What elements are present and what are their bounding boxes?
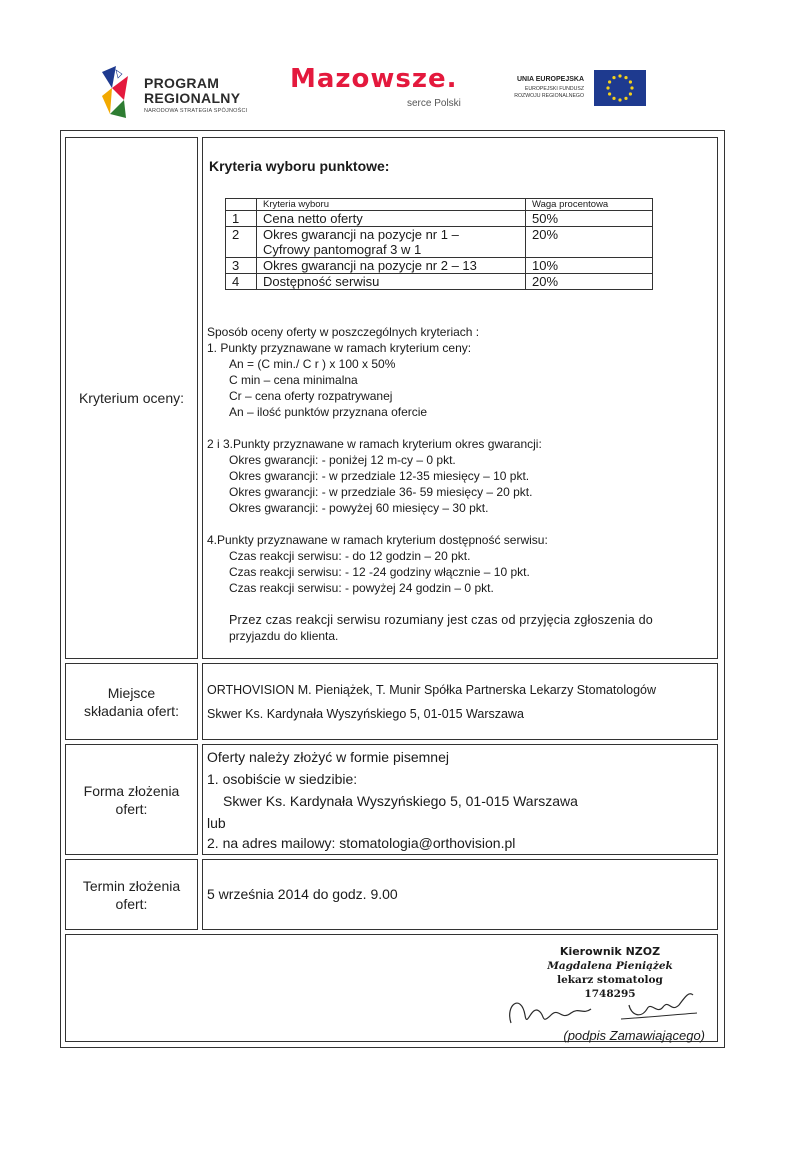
termin-label-line1: Termin złożenia [82,877,181,894]
table-cell: 10% [526,258,653,274]
mazowsze-subtitle: serce Polski [407,98,461,109]
miejsce-label-cell [65,663,198,740]
table-cell: Okres gwarancji na pozycje nr 2 – 13 [257,258,526,274]
table-row [226,258,653,274]
stamp-name: Magdalena Pieniążek [547,960,673,972]
miejsce-label-line1: Miejsce [107,684,156,701]
forma-label-line1: Forma złożenia [83,782,180,799]
eu-logo [490,70,660,110]
ocena-cena-cmin: C min – cena minimalna [229,373,358,387]
table-cell: Cena netto oferty [257,211,526,227]
ocena-intro: Sposób oceny oferty w poszczególnych kryteriach : [207,325,480,339]
miejsce-address: Skwer Ks. Kardynała Wyszyńskiego 5, 01-015 Warszawa [207,707,524,721]
miejsce-company: ORTHOVISION M. Pieniążek, T. Munir Spółka Partnerska Lekarzy Stomatologów [207,683,657,697]
mazowsze-logo [290,60,470,120]
mazowsze-wordmark: Mazowsze. [290,64,458,94]
table-row [226,227,653,243]
stamp-title: Kierownik NZOZ [559,945,661,958]
table-cell [226,199,257,211]
forma-label-cell [65,744,198,855]
forma-line-osobiscie: 1. osobiście w siedzibie: [207,771,358,787]
table-cell: 3 [226,258,257,274]
table-cell: 20% [526,227,653,243]
kryterium-content-cell [202,137,718,659]
ocena-cena-an: An – ilość punktów przyznana ofercie [229,405,428,419]
ocena-serwis-note: Przez czas reakcji serwisu rozumiany jest czas od przyjęcia zgłoszenia do [229,613,653,627]
program-text-line2: REGIONALNY [144,90,241,106]
kryterium-label-cell [65,137,198,659]
table-cell: Waga procentowa [526,199,653,211]
table-cell [226,242,257,258]
termin-label-line2: ofert: [115,895,148,912]
termin-value: 5 września 2014 do godz. 9.00 [207,886,398,902]
table-cell: 1 [226,211,257,227]
signature-stamp [515,945,705,1045]
ocena-gwarancja-item: Okres gwarancji: - poniżej 12 m-cy – 0 pkt. [229,453,456,467]
table-row [226,211,653,227]
table-cell [526,242,653,258]
ocena-gwarancja-heading: 2 i 3.Punkty przyznawane w ramach kryterium okres gwarancji: [207,437,542,451]
eu-text-line1: UNIA EUROPEJSKA [516,76,584,83]
program-text-line3: NARODOWA STRATEGIA SPÓJNOŚCI [144,108,248,114]
forma-content-cell [202,744,718,855]
table-cell: Kryteria wyboru [257,199,526,211]
ocena-gwarancja-item: Okres gwarancji: - powyżej 60 miesięcy – 30 pkt. [229,501,489,515]
forma-line-adres: Skwer Ks. Kardynała Wyszyńskiego 5, 01-015 Warszawa [223,793,578,809]
forma-line-mail: 2. na adres mailowy: stomatologia@orthovision.pl [207,835,516,851]
signature-cell [65,934,718,1042]
ocena-cena-heading: 1. Punkty przyznawane w ramach kryterium ceny: [207,341,472,355]
eu-flag-icon [594,70,646,106]
ocena-gwarancja-item: Okres gwarancji: - w przedziale 12-35 miesięcy – 10 pkt. [229,469,530,483]
table-row [226,199,653,211]
ocena-serwis-item: Czas reakcji serwisu: - 12 -24 godziny włącznie – 10 pkt. [229,565,530,579]
eu-text-line2: EUROPEJSKI FUNDUSZ [524,86,584,92]
ocena-gwarancja-item: Okres gwarancji: - w przedziale 36- 59 miesięcy – 20 pkt. [229,485,533,499]
forma-line-pisemna: Oferty należy złożyć w formie pisemnej [207,749,449,765]
header-logos [0,60,786,130]
forma-line-lub: lub [207,815,226,831]
program-text-line1: PROGRAM [144,75,220,91]
table-cell: Okres gwarancji na pozycje nr 1 – [257,227,526,243]
kryteria-title: Kryteria wyboru punktowe: [209,158,390,174]
ocena-serwis-note-cont: przyjazdu do klienta. [229,629,339,643]
table-cell: 20% [526,274,653,290]
table-cell: 4 [226,274,257,290]
termin-content-cell [202,859,718,930]
program-regionalny-logo [98,62,268,122]
stamp-number: 1748295 [584,988,636,1000]
form-frame [60,130,725,1048]
kryteria-table [225,198,653,290]
ocena-cena-formula: An = (C min./ C r ) x 100 x 50% [229,357,396,371]
signature-caption: (podpis Zamawiającego) [563,1028,705,1043]
ocena-cena-cr: Cr – cena oferty rozpatrywanej [229,389,393,403]
stamp-role: lekarz stomatolog [557,974,663,986]
program-regionalny-emblem-icon [98,66,134,118]
table-cell: 50% [526,211,653,227]
miejsce-content-cell [202,663,718,740]
kryterium-label: Kryterium oceny: [78,390,185,406]
ocena-serwis-heading: 4.Punkty przyznawane w ramach kryterium dostępność serwisu: [207,533,548,547]
miejsce-label-line2: składania ofert: [84,702,179,719]
table-cell: Dostępność serwisu [257,274,526,290]
table-cell: 2 [226,227,257,243]
forma-label-line2: ofert: [115,800,148,817]
table-row [226,274,653,290]
eu-text-line3: ROZWOJU REGIONALNEGO [514,93,584,99]
table-cell: Cyfrowy pantomograf 3 w 1 [257,242,526,258]
table-row [226,242,653,258]
ocena-serwis-item: Czas reakcji serwisu: - powyżej 24 godzin – 0 pkt. [229,581,494,595]
ocena-serwis-item: Czas reakcji serwisu: - do 12 godzin – 20 pkt. [229,549,471,563]
termin-label-cell [65,859,198,930]
